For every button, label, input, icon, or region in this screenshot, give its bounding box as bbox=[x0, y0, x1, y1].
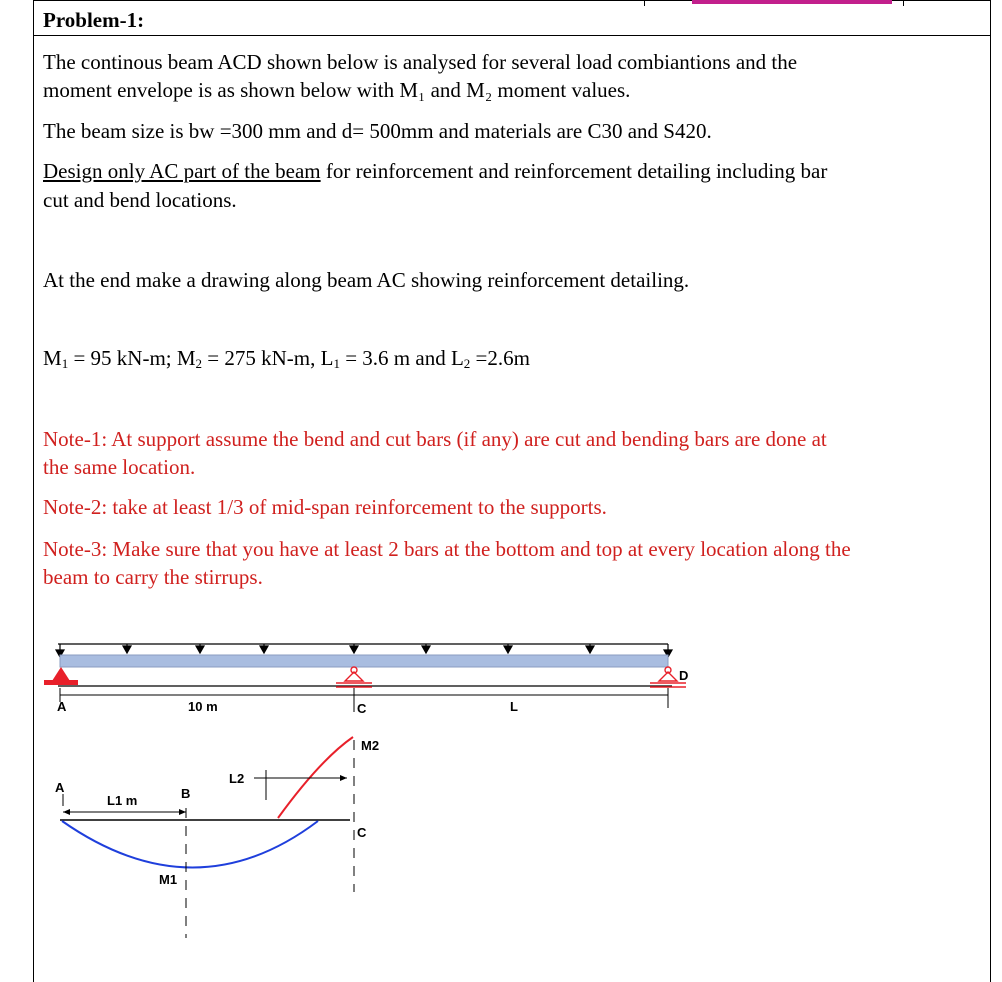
problem-line: The continous beam ACD shown below is analysed for several load combiantions and the bbox=[43, 50, 798, 74]
label-span-10m: 10 m bbox=[188, 699, 218, 714]
note-1-line: Note-1: At support assume the bend and cut bars (if any) are cut and bending bars are done at bbox=[43, 427, 827, 451]
label-d: D bbox=[679, 668, 689, 683]
l1-value: = 3.6 m and L bbox=[339, 346, 464, 370]
load-arrow-head bbox=[260, 646, 268, 653]
load-arrow-head bbox=[350, 646, 358, 653]
l1-arrow-left bbox=[63, 809, 70, 815]
envelope-label-l1: L1 m bbox=[107, 793, 138, 808]
m1-value: = 95 kN-m; M bbox=[68, 346, 196, 370]
l2-subscript: 2 bbox=[463, 356, 471, 371]
design-task-underlined: Design only AC part of the beam bbox=[43, 159, 321, 183]
note-3-line2: beam to carry the stirrups. bbox=[43, 565, 263, 589]
load-arrow-head bbox=[123, 646, 131, 653]
note-2-line: Note-2: take at least 1/3 of mid-span reinforcement to the supports. bbox=[43, 495, 607, 519]
envelope-label-b: B bbox=[181, 786, 191, 801]
beam-body bbox=[60, 655, 668, 667]
m2-value: = 275 kN-m, L bbox=[202, 346, 334, 370]
envelope-label-c: C bbox=[357, 825, 367, 840]
label-a: A bbox=[57, 699, 67, 714]
load-arrow-head bbox=[196, 646, 204, 653]
envelope-label-m2: M2 bbox=[361, 738, 380, 753]
beam-size-line: The beam size is bw =300 mm and d= 500mm and materials are C30 and S420. bbox=[43, 119, 712, 143]
label-c: C bbox=[357, 701, 367, 716]
m1-subscript: 1 bbox=[61, 356, 69, 371]
drawing-task-line: At the end make a drawing along beam AC showing reinforcement detailing. bbox=[43, 268, 690, 292]
l2-value: =2.6m bbox=[470, 346, 530, 370]
envelope-label-l2: L2 bbox=[229, 771, 245, 786]
problem-line: moment envelope is as shown below with M₁ and M₂ moment values. bbox=[43, 78, 631, 102]
load-arrow-head bbox=[504, 646, 512, 653]
roller-support-c bbox=[336, 667, 372, 687]
envelope-label-a: A bbox=[55, 780, 65, 795]
load-arrow-head bbox=[422, 646, 430, 653]
l1-arrow-right bbox=[179, 809, 186, 815]
load-arrow-head bbox=[586, 646, 594, 653]
note-3-line: Note-3: Make sure that you have at least 2 bars at the bottom and top at every location along the bbox=[43, 537, 851, 561]
note-1-line2: the same location. bbox=[43, 455, 196, 479]
m2-subscript: 2 bbox=[195, 356, 203, 371]
design-task-line2: cut and bend locations. bbox=[43, 188, 237, 212]
label-span-l: L bbox=[510, 699, 518, 714]
l2-arrow bbox=[340, 775, 347, 781]
design-task-rest: for reinforcement and reinforcement detailing including bar bbox=[320, 159, 828, 183]
envelope-label-m1: M1 bbox=[159, 872, 178, 887]
sagging-moment-curve bbox=[62, 821, 318, 868]
l1-subscript: 1 bbox=[333, 356, 340, 371]
pin-support-a bbox=[44, 667, 78, 685]
m1-symbol: M bbox=[43, 346, 62, 370]
problem-title: Problem-1: bbox=[43, 8, 145, 32]
